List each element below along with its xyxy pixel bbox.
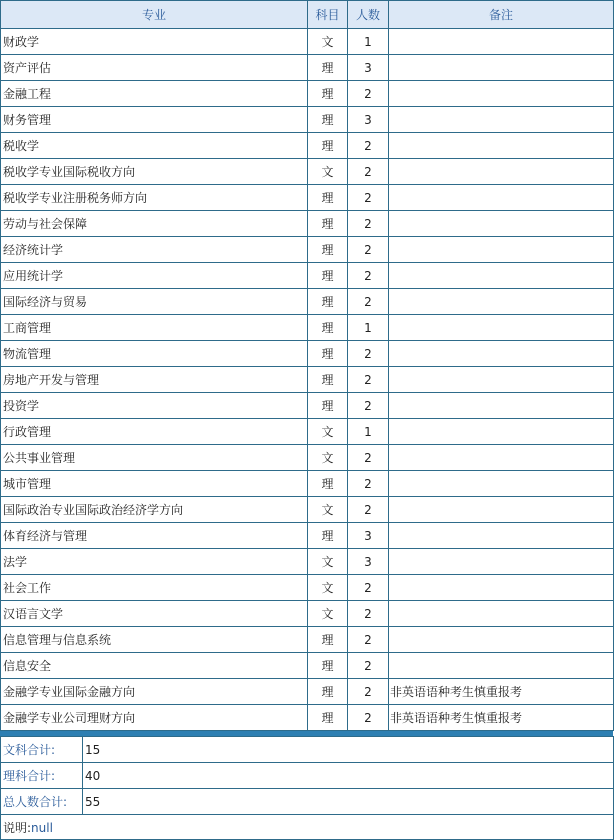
overall-total-value: 55 [83, 789, 614, 815]
major-cell: 法学 [1, 549, 308, 575]
major-cell: 税收学专业注册税务师方向 [1, 185, 308, 211]
major-cell: 应用统计学 [1, 263, 308, 289]
note-cell [389, 471, 614, 497]
major-cell: 房地产开发与管理 [1, 367, 308, 393]
note-cell [389, 393, 614, 419]
subject-cell: 理 [308, 55, 348, 81]
table-row [1, 549, 614, 575]
note-cell [389, 289, 614, 315]
note-cell: 非英语语种考生慎重报考 [389, 705, 614, 731]
note-cell [389, 445, 614, 471]
count-cell: 3 [348, 549, 389, 575]
count-cell: 2 [348, 185, 389, 211]
count-cell: 2 [348, 159, 389, 185]
table-row [1, 263, 614, 289]
count-cell: 2 [348, 341, 389, 367]
subject-cell: 理 [308, 185, 348, 211]
subject-cell: 文 [308, 575, 348, 601]
major-cell: 行政管理 [1, 419, 308, 445]
overall-total-label: 总人数合计: [1, 789, 83, 815]
count-cell: 3 [348, 107, 389, 133]
science-total-value: 40 [83, 763, 614, 789]
note-cell [389, 315, 614, 341]
major-cell: 投资学 [1, 393, 308, 419]
major-cell: 税收学专业国际税收方向 [1, 159, 308, 185]
note-cell [389, 81, 614, 107]
major-cell: 金融学专业公司理财方向 [1, 705, 308, 731]
table-row [1, 601, 614, 627]
count-cell: 2 [348, 393, 389, 419]
note-cell [389, 133, 614, 159]
table-row [1, 679, 614, 705]
remark-label: 说明: [3, 820, 32, 835]
remark-value: null [31, 820, 53, 835]
note-cell [389, 575, 614, 601]
subject-cell: 理 [308, 81, 348, 107]
subject-cell: 理 [308, 237, 348, 263]
major-cell: 资产评估 [1, 55, 308, 81]
note-cell [389, 601, 614, 627]
science-total-label: 理科合计: [1, 763, 83, 789]
major-cell: 经济统计学 [1, 237, 308, 263]
note-cell [389, 29, 614, 55]
table-body [1, 29, 614, 731]
subject-cell: 理 [308, 107, 348, 133]
table-row [1, 185, 614, 211]
table-row [1, 237, 614, 263]
major-cell: 体育经济与管理 [1, 523, 308, 549]
note-cell [389, 419, 614, 445]
subject-cell: 文 [308, 419, 348, 445]
table-row [1, 393, 614, 419]
note-cell [389, 523, 614, 549]
major-cell: 信息管理与信息系统 [1, 627, 308, 653]
count-cell: 2 [348, 133, 389, 159]
count-cell: 1 [348, 29, 389, 55]
table-row [1, 523, 614, 549]
note-cell [389, 237, 614, 263]
subject-cell: 文 [308, 549, 348, 575]
major-cell: 城市管理 [1, 471, 308, 497]
table-row [1, 367, 614, 393]
table-row [1, 341, 614, 367]
summary-table [0, 736, 614, 840]
subject-cell: 理 [308, 471, 348, 497]
major-cell: 公共事业管理 [1, 445, 308, 471]
count-cell: 1 [348, 419, 389, 445]
table-row [1, 81, 614, 107]
note-cell [389, 159, 614, 185]
count-cell: 2 [348, 653, 389, 679]
arts-total-value: 15 [83, 737, 614, 763]
subject-cell: 文 [308, 601, 348, 627]
header-note: 备注 [389, 1, 614, 29]
note-cell [389, 627, 614, 653]
subject-cell: 理 [308, 653, 348, 679]
table-row [1, 289, 614, 315]
arts-total-label: 文科合计: [1, 737, 83, 763]
science-total-row [1, 763, 614, 789]
remark-cell [1, 815, 614, 840]
major-cell: 财政学 [1, 29, 308, 55]
subject-cell: 理 [308, 263, 348, 289]
count-cell: 2 [348, 81, 389, 107]
arts-total-row [1, 737, 614, 763]
header-count: 人数 [348, 1, 389, 29]
header-major: 专业 [1, 1, 308, 29]
count-cell: 2 [348, 497, 389, 523]
count-cell: 2 [348, 289, 389, 315]
subject-cell: 文 [308, 445, 348, 471]
subject-cell: 理 [308, 289, 348, 315]
count-cell: 2 [348, 263, 389, 289]
note-cell [389, 55, 614, 81]
table-row [1, 133, 614, 159]
note-cell [389, 653, 614, 679]
subject-cell: 理 [308, 341, 348, 367]
major-cell: 国际政治专业国际政治经济学方向 [1, 497, 308, 523]
note-cell [389, 497, 614, 523]
table-row [1, 211, 614, 237]
count-cell: 1 [348, 315, 389, 341]
table-header-row [1, 1, 614, 29]
major-cell: 金融工程 [1, 81, 308, 107]
subject-cell: 理 [308, 705, 348, 731]
major-cell: 财务管理 [1, 107, 308, 133]
note-cell: 非英语语种考生慎重报考 [389, 679, 614, 705]
note-cell [389, 263, 614, 289]
count-cell: 3 [348, 55, 389, 81]
header-subject: 科目 [308, 1, 348, 29]
major-cell: 金融学专业国际金融方向 [1, 679, 308, 705]
table-row [1, 107, 614, 133]
subject-cell: 理 [308, 211, 348, 237]
major-cell: 社会工作 [1, 575, 308, 601]
note-cell [389, 549, 614, 575]
major-cell: 汉语言文学 [1, 601, 308, 627]
table-row [1, 575, 614, 601]
note-cell [389, 185, 614, 211]
count-cell: 2 [348, 237, 389, 263]
count-cell: 2 [348, 445, 389, 471]
subject-cell: 理 [308, 367, 348, 393]
table-row [1, 497, 614, 523]
subject-cell: 理 [308, 133, 348, 159]
overall-total-row [1, 789, 614, 815]
subject-cell: 理 [308, 523, 348, 549]
table-row [1, 419, 614, 445]
subject-cell: 文 [308, 159, 348, 185]
count-cell: 2 [348, 471, 389, 497]
table-row [1, 705, 614, 731]
subject-cell: 理 [308, 393, 348, 419]
major-cell: 信息安全 [1, 653, 308, 679]
note-cell [389, 367, 614, 393]
major-cell: 税收学 [1, 133, 308, 159]
note-cell [389, 341, 614, 367]
count-cell: 2 [348, 601, 389, 627]
major-cell: 国际经济与贸易 [1, 289, 308, 315]
count-cell: 2 [348, 679, 389, 705]
table-row [1, 627, 614, 653]
table-row [1, 653, 614, 679]
subject-cell: 理 [308, 315, 348, 341]
table-row [1, 445, 614, 471]
count-cell: 2 [348, 575, 389, 601]
subject-cell: 文 [308, 29, 348, 55]
table-row [1, 471, 614, 497]
count-cell: 2 [348, 705, 389, 731]
table-row [1, 29, 614, 55]
count-cell: 2 [348, 211, 389, 237]
subject-cell: 理 [308, 679, 348, 705]
table-row [1, 315, 614, 341]
count-cell: 2 [348, 627, 389, 653]
subject-cell: 理 [308, 627, 348, 653]
major-cell: 工商管理 [1, 315, 308, 341]
note-cell [389, 107, 614, 133]
remark-row [1, 815, 614, 840]
subject-cell: 文 [308, 497, 348, 523]
table-row [1, 55, 614, 81]
major-cell: 劳动与社会保障 [1, 211, 308, 237]
count-cell: 3 [348, 523, 389, 549]
table-row [1, 159, 614, 185]
note-cell [389, 211, 614, 237]
major-cell: 物流管理 [1, 341, 308, 367]
count-cell: 2 [348, 367, 389, 393]
